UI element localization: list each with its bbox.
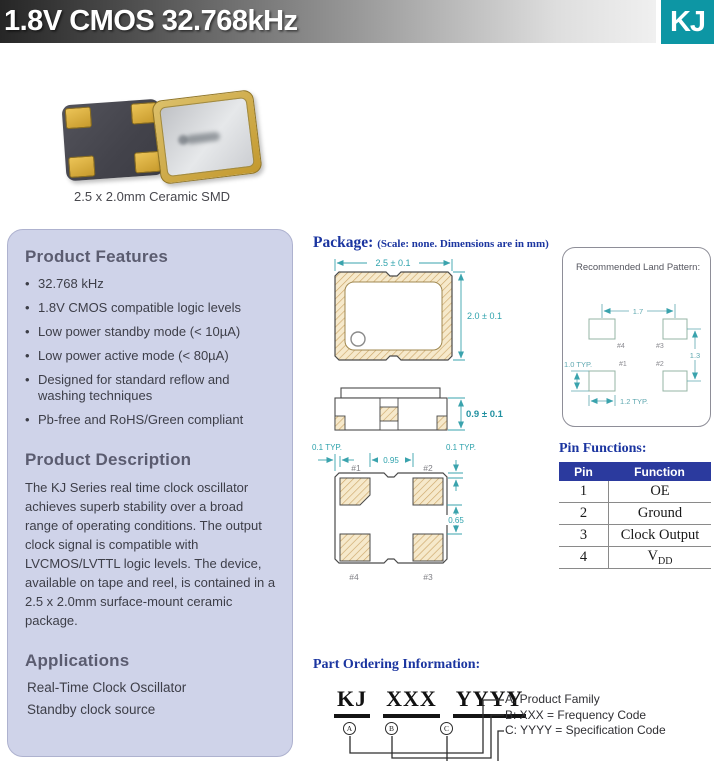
description-text: The KJ Series real time clock oscillator achieves superb stability over a broad range of operating conditions. The output clock signal is compatible with LVCMOS/LVTTL logic levels. The device, available on tape and reel, is contained in a 2.5 x 2.0mm surface-mount ceramic package. [25,480,276,628]
brand-logo [661,0,714,44]
description-title: Product Description [25,450,192,469]
sidebar [7,229,293,757]
bullet-icon: • [25,324,30,339]
chip-pad [65,106,92,129]
dim-pad-offset-left: 0.1 TYP. [312,443,342,452]
feature-item: • Designed for standard reflow and washing techniques [25,372,230,403]
part-group-frequency: XXX [383,686,440,718]
page-title: 1.8V CMOS 32.768kHz [4,5,298,37]
part-group-family: KJ [334,686,370,718]
pin-functions-table [559,462,711,569]
feature-item: • Low power active mode (< 80µA) [25,348,229,363]
chip-pad [68,155,95,178]
table-row: 2 Ground [559,503,711,525]
bullet-icon: • [25,300,30,315]
mark-b: B [385,722,398,735]
package-section-title: Package: (Scale: none. Dimensions are in mm) [313,234,549,251]
dim-pad-gap: 0.65 [448,516,464,525]
bullet-icon: • [25,348,30,363]
legend-product-family: A: Product Family [505,692,600,706]
land-dim-h: 1.7 [632,307,644,316]
applications-title: Applications [25,651,130,670]
applications-list [25,677,276,720]
pad-label-2: #2 [423,463,433,473]
application-item: Standby clock source [27,701,156,717]
table-row: 3 Clock Output [559,525,711,547]
land-dim-pad-w: 1.2 TYP. [620,397,649,406]
dim-width: 2.5 ± 0.1 [375,258,411,268]
col-header-pin: Pin [574,464,593,479]
application-item: Real-Time Clock Oscillator [27,680,187,695]
pad-label-4: #4 [349,572,359,582]
package-bottom-view [312,443,476,582]
dim-height: 2.0 ± 0.1 [467,311,502,321]
mark-c: C [440,722,453,735]
pad-label-1: #1 [351,463,361,473]
vdd-subscript: DD [658,555,673,567]
feature-item: • Pb-free and RoHS/Green compliant [25,412,244,427]
product-photo-top-view [151,89,262,185]
feature-item: • 32.768 kHz [25,276,104,291]
land-pattern-drawing [563,248,710,426]
bullet-icon: • [25,276,30,291]
pin1-indicator [351,332,365,346]
product-photo-bottom-view [61,99,164,182]
package-scale-note: (Scale: none. Dimensions are in mm) [377,238,549,250]
feature-item: • 1.8V CMOS compatible logic levels [25,300,242,315]
land-pad-3: #3 [656,343,664,350]
dim-thickness: 0.9 ± 0.1 [466,409,503,420]
table-row: 1 OE [559,481,711,503]
brand-logo-text: KJ [669,5,706,38]
photo-caption: 2.5 x 2.0mm Ceramic SMD [74,189,231,204]
title-bar [0,0,656,43]
land-pattern-title: Recommended Land Pattern: [576,262,701,273]
legend-spec-code: C: YYYY = Specification Code [505,723,666,737]
package-drawing [310,253,558,615]
bullet-icon: • [25,412,30,427]
land-pattern-box [562,247,711,427]
pin-functions-title: Pin Functions: [559,441,647,456]
part-group-spec: YYYY [453,686,527,718]
features-list [25,276,276,428]
dim-pad-span: 0.95 [383,456,399,465]
package-side-view [335,388,504,430]
bullet-icon: • [25,372,30,387]
col-header-function: Function [634,464,685,479]
land-dim-v: 1.3 [689,351,701,360]
land-pad-4: #4 [617,343,625,350]
legend-frequency-code: B: XXX = Frequency Code [505,708,647,722]
mark-a: A [343,722,356,735]
feature-item: • Low power standby mode (< 10µA) [25,324,241,339]
table-header-row [559,462,711,481]
table-row: 4 $V_{DD}$ [559,547,711,569]
features-title: Product Features [25,247,169,266]
pad-label-3: #3 [423,572,433,582]
ordering-title: Part Ordering Information: [313,657,481,672]
land-pad-1: #1 [619,361,627,368]
land-dim-pad-h: 1.0 TYP. [564,360,593,369]
land-pad-2: #2 [656,361,664,368]
package-top-view [335,256,502,360]
dim-pad-offset-right: 0.1 TYP. [446,443,476,452]
